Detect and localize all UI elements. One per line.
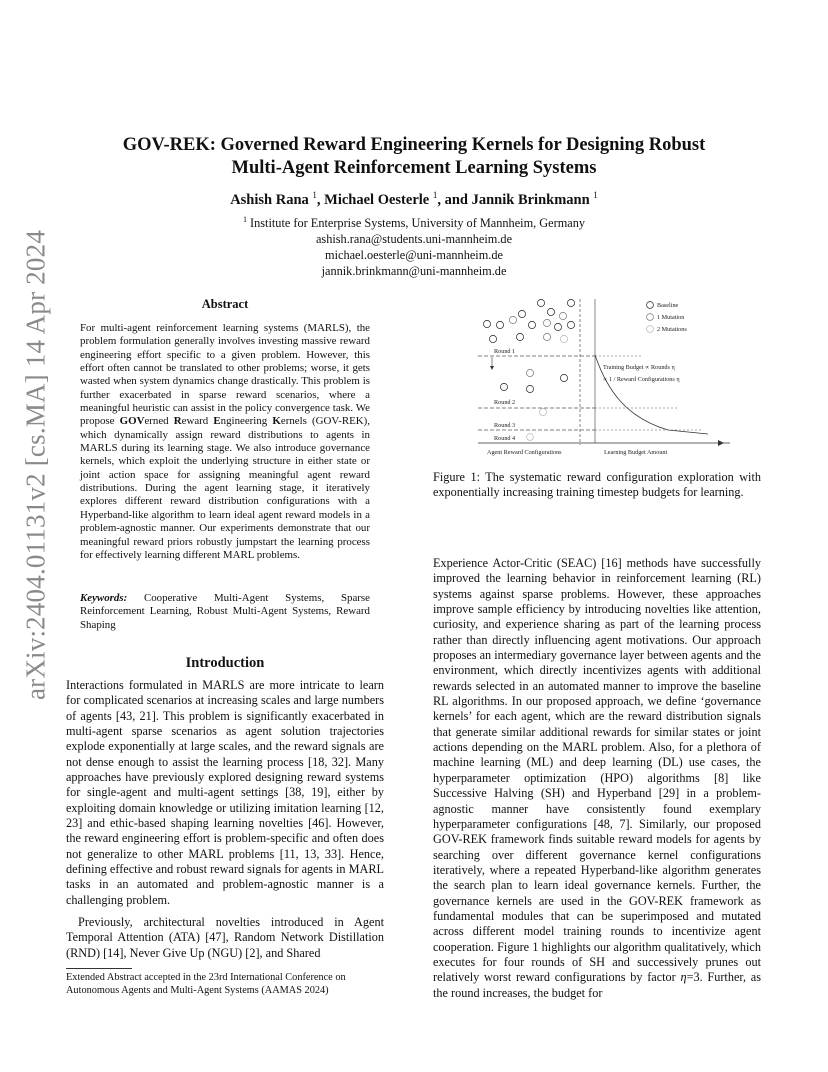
introduction-heading: Introduction [185,655,265,671]
round-2-label: Round 2 [494,399,516,406]
baseline-config [560,374,567,381]
author-email[interactable]: michael.oesterle@uni-mannheim.de [325,248,503,263]
figure-1 [478,293,740,463]
author-affil-mark: 1 [432,190,438,200]
abstract-text [80,322,370,562]
baseline-config [483,320,490,327]
author-email[interactable]: jannik.brinkmann@uni-mannheim.de [321,264,507,279]
abstract-heading: Abstract [201,297,249,311]
legend-mutation-2-marker [647,326,654,333]
baseline-config [526,385,533,392]
title-line-1: GOV-REK: Governed Reward Engineering Kernels for Designing Robust [122,135,706,155]
eta-symbol: η [680,970,687,985]
baseline-config [554,323,561,330]
abstract-part-1: For multi-agent reinforcement learning systems (MARLS), the problem formulation generally involves investing massive reward engineering effort specific to a given problem. However, this effort often cannot be translated to other problems; worse, it gets wasted when system dynamics change drastically. This problem is further exacerbated in sparse reward scenarios, where a meaningful heuristic can assist in the policy convergence task. We propose [80,322,370,428]
abstract-ngineering: ngineering [220,415,273,428]
round-4-label: Round 4 [494,435,516,442]
abstract-gov: GOV [119,415,145,428]
right-column-paragraph [433,556,761,1001]
baseline-config [567,299,574,306]
author-affil-mark: 1 [593,190,598,200]
footnote: Extended Abstract accepted in the 23rd International Conference on Autonomous Agents and Multi-Agent Systems (AAMAS 2024) [66,972,346,997]
mutation-2-config [527,434,534,441]
keywords-label: Keywords: [80,592,128,604]
baseline-config [567,321,574,328]
paper-title [90,134,738,180]
abstract-k: K [272,415,281,428]
keywords [80,592,370,632]
baseline-config [496,321,503,328]
intro-paragraph-1: Interactions formulated in MARLS are more intricate to learn for complicated scenarios at increasing scales and large numbers of agents [43, 21]. This problem is significantly exacerbated in multi-agent sparse scenarios as agent solution trajectories explode exponentially at large scales, and the reward signals are not dense enough to assist the learning process [18, 32]. Many approaches have previously explored designing reward systems for single-agent and multi-agent settings [38, 19], either by exploiting domain knowledge or utilizing imitation learning [12, 23] and ethic-based shaping learning novelties [46]. However, the reward engineering effort is problem-specific and often does not generalize to other MARL problems [11, 13, 33]. Hence, defining effective and robust reward signals for agents in MARL tasks in an automated and problem-agnostic manner is a challenging problem. [66,678,384,907]
footnote-rule [66,968,132,969]
round-3-label: Round 3 [494,422,516,429]
mutation-1-config [543,333,550,340]
author-affil-mark: 1 [312,190,317,200]
author-name: Ashish Rana [230,191,309,208]
arxiv-identifier-text: arXiv:2404.01131v2 [cs.MA] 14 Apr 2024 [20,229,51,701]
author-list: Ashish Rana $^1$, Michael Oesterle $^1$, and Jannik Brinkmann $^1$ [230,190,598,208]
abstract-erned: erned [144,415,174,428]
mutation-1-config [509,316,516,323]
legend-baseline-label: Baseline [657,302,679,309]
affil-mark: 1 [242,215,247,224]
baseline-config [516,333,523,340]
baseline-config [537,299,544,306]
keywords-text: Cooperative Multi-Agent Systems, Sparse Reinforcement Learning, Robust Multi-Agent Systems, Reward Shaping [80,592,370,631]
abstract-r: R [173,415,182,428]
author-email[interactable]: ashish.rana@students.uni-mannheim.de [315,232,513,247]
legend-mutation-1-label: 1 Mutation [657,314,685,321]
budget-formula-line-2: ∝ 1 / Reward Configurations η [603,376,680,383]
abstract-part-2: ernels (GOV-REK), which dynamically assign reward distributions to agents in MARLS during its learning stage. We also introduce governance kernels, which exploit the underlying structure in either state or joint action space for assigning meaningful agent reward distributions. During the agent learning stage, it iteratively explores different reward distribution configurations with a Hyperband-like algorithm to learn ideal agent reward models in a problem-agnostic manner. Our experiments demonstrate that our meaningful reward priors robustly jumpstart the learning process for effectively learning different MARL problems. [80,415,370,561]
baseline-config [518,310,525,317]
institution-name: Institute for Enterprise Systems, University of Mannheim, Germany [250,216,586,231]
x-axis-arrowhead [718,440,724,446]
round-1-configurations [483,299,574,342]
budget-formula-line-1: Training Budget ∝ Rounds η [603,364,675,371]
round-1-label: Round 1 [494,348,516,355]
mutation-1-config [526,369,533,376]
baseline-config [547,308,554,315]
baseline-config [489,335,496,342]
baseline-config [528,321,535,328]
mutation-2-config [560,335,567,342]
round-2-configurations [500,369,567,392]
figure-legend [647,302,688,333]
legend-mutation-2-label: 2 Mutations [657,326,687,333]
author-name: and Jannik Brinkmann [444,191,590,208]
abstract-eward: eward [181,415,214,428]
institution-line [90,212,738,231]
mutation-1-config [559,312,566,319]
x-label-configurations: Agent Reward Configurations [487,449,562,456]
figure-1-caption: Figure 1: The systematic reward configuration exploration with exponentially increasing training timestep budgets for learning. [433,470,761,500]
figure-1-diagram [478,293,740,463]
mutation-2-config [539,408,546,415]
baseline-config [500,383,507,390]
right-paragraph-end: =3. Further, as the round increases, the budget for [433,970,761,1000]
author-name: Michael Oesterle [324,191,430,208]
affiliation-block [90,212,738,279]
abstract-e: E [213,415,221,428]
right-paragraph-body: Experience Actor-Critic (SEAC) [16] methods have successfully improved the learning behavior in reinforcement learning (RL) systems against sparse problems. However, these approaches improve sample efficiency by introducing novelties like attention, curiosity, and experience sharing as part of the learning process rather than directly influencing agent motivations. Our approach proposes an intermediary governance layer between agents and the environment, which directly incentivizes agents with additional rewards selected in an automated manner to improve the baseline RL algorithms. In our proposed approach, we define ‘governance kernels’ for each agent, which are the reward distribution signals that generate similar additional rewards for similar states or joint actions depending on the MARL problem. Also, for a plethora of machine learning (ML) and deep learning (DL) use cases, the hyperparameter optimization (HPO) algorithms [8] like Successive Halving (SH) and Hyperband [29] in a problem-agnostic manner have consistently found exemplary hyperparameter configurations [48, 7]. Similarly, our proposed GOV-REK framework finds suitable reward models for agents by searching over different governance kernel configurations iteratively, where a repeated Hyperband-like algorithm generates the search plan to learn ideal governance kernels. Further, the governance kernels are used in the GOV-REK framework as fundamental modules that can be superimposed and mutated across different model training rounds to incentivize agent cooperation. Figure 1 highlights our algorithm qualitatively, which executes for four rounds of SH and successively prunes out relatively worst reward configurations by factor [433,556,761,985]
round-1-arrowhead [490,366,494,370]
intro-paragraph-2: Previously, architectural novelties introduced in Agent Temporal Attention (ATA) [47], Random Network Distillation (RND) [14], Never Give Up (NGU) [2], and Shared [66,915,384,960]
legend-mutation-1-marker [647,314,654,321]
mutation-1-config [543,319,550,326]
legend-baseline-marker [647,302,654,309]
title-line-2: Multi-Agent Reinforcement Learning Systems [231,158,597,178]
x-label-budget: Learning Budget Amount [604,449,668,456]
